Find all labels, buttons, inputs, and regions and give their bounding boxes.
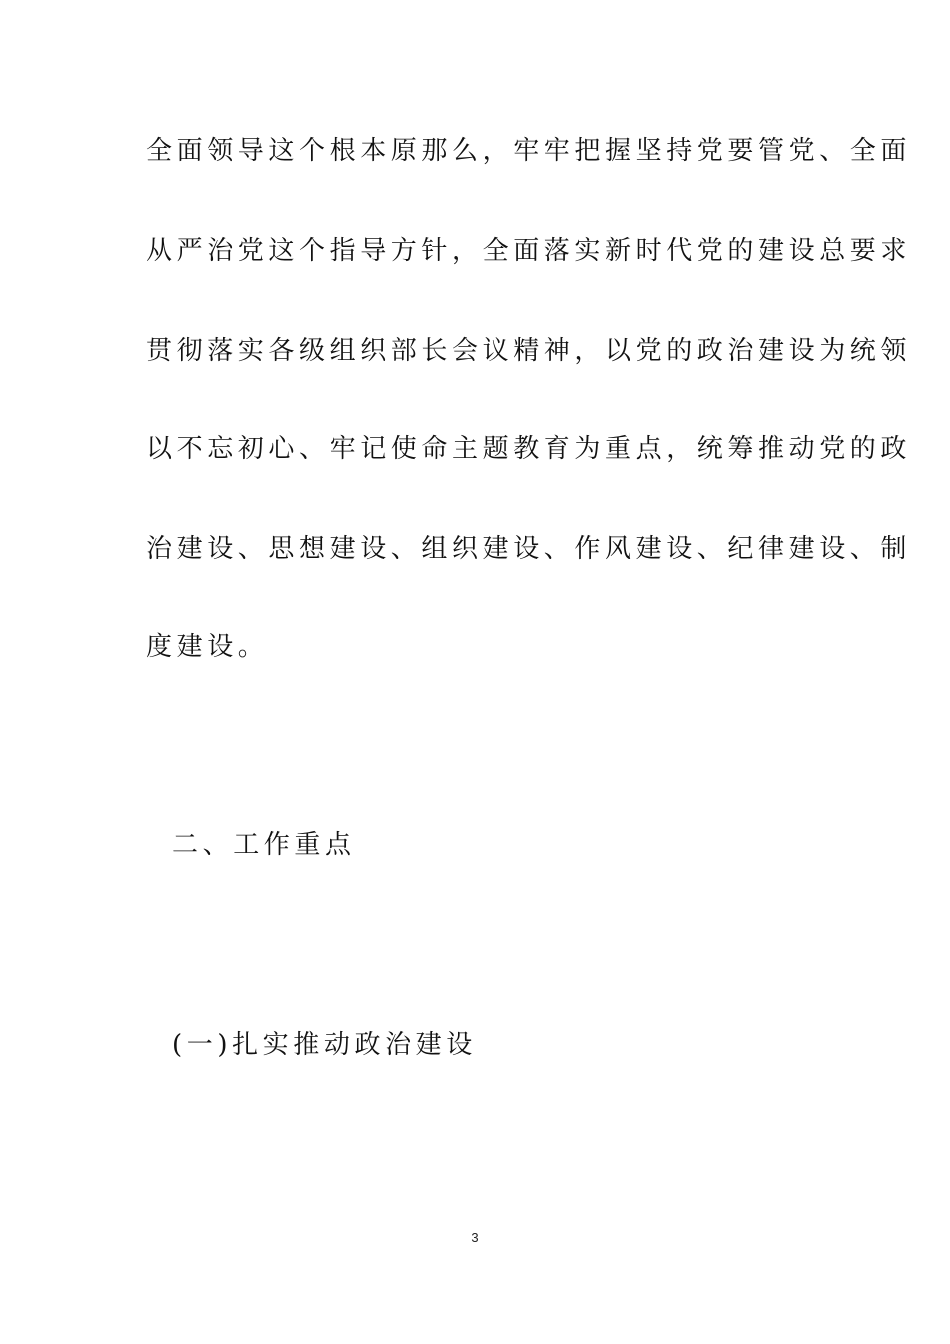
- paragraph-line: 治建设、思想建设、组织建设、作风建设、纪律建设、制: [146, 534, 912, 564]
- paragraph-line: 贯彻落实各级组织部长会议精神，以党的政治建设为统领: [146, 336, 912, 366]
- section-heading: 二、工作重点: [172, 830, 356, 860]
- paragraph-line: 以不忘初心、牢记使命主题教育为重点，统筹推动党的政: [146, 434, 912, 464]
- page-number: 3: [471, 1230, 479, 1245]
- paragraph-line: 度建设。: [146, 632, 269, 662]
- subsection-heading: (一)扎实推动政治建设: [172, 1030, 477, 1060]
- paragraph-line: 从严治党这个指导方针，全面落实新时代党的建设总要求: [146, 236, 912, 266]
- paragraph-line: 全面领导这个根本原那么，牢牢把握坚持党要管党、全面: [146, 136, 912, 166]
